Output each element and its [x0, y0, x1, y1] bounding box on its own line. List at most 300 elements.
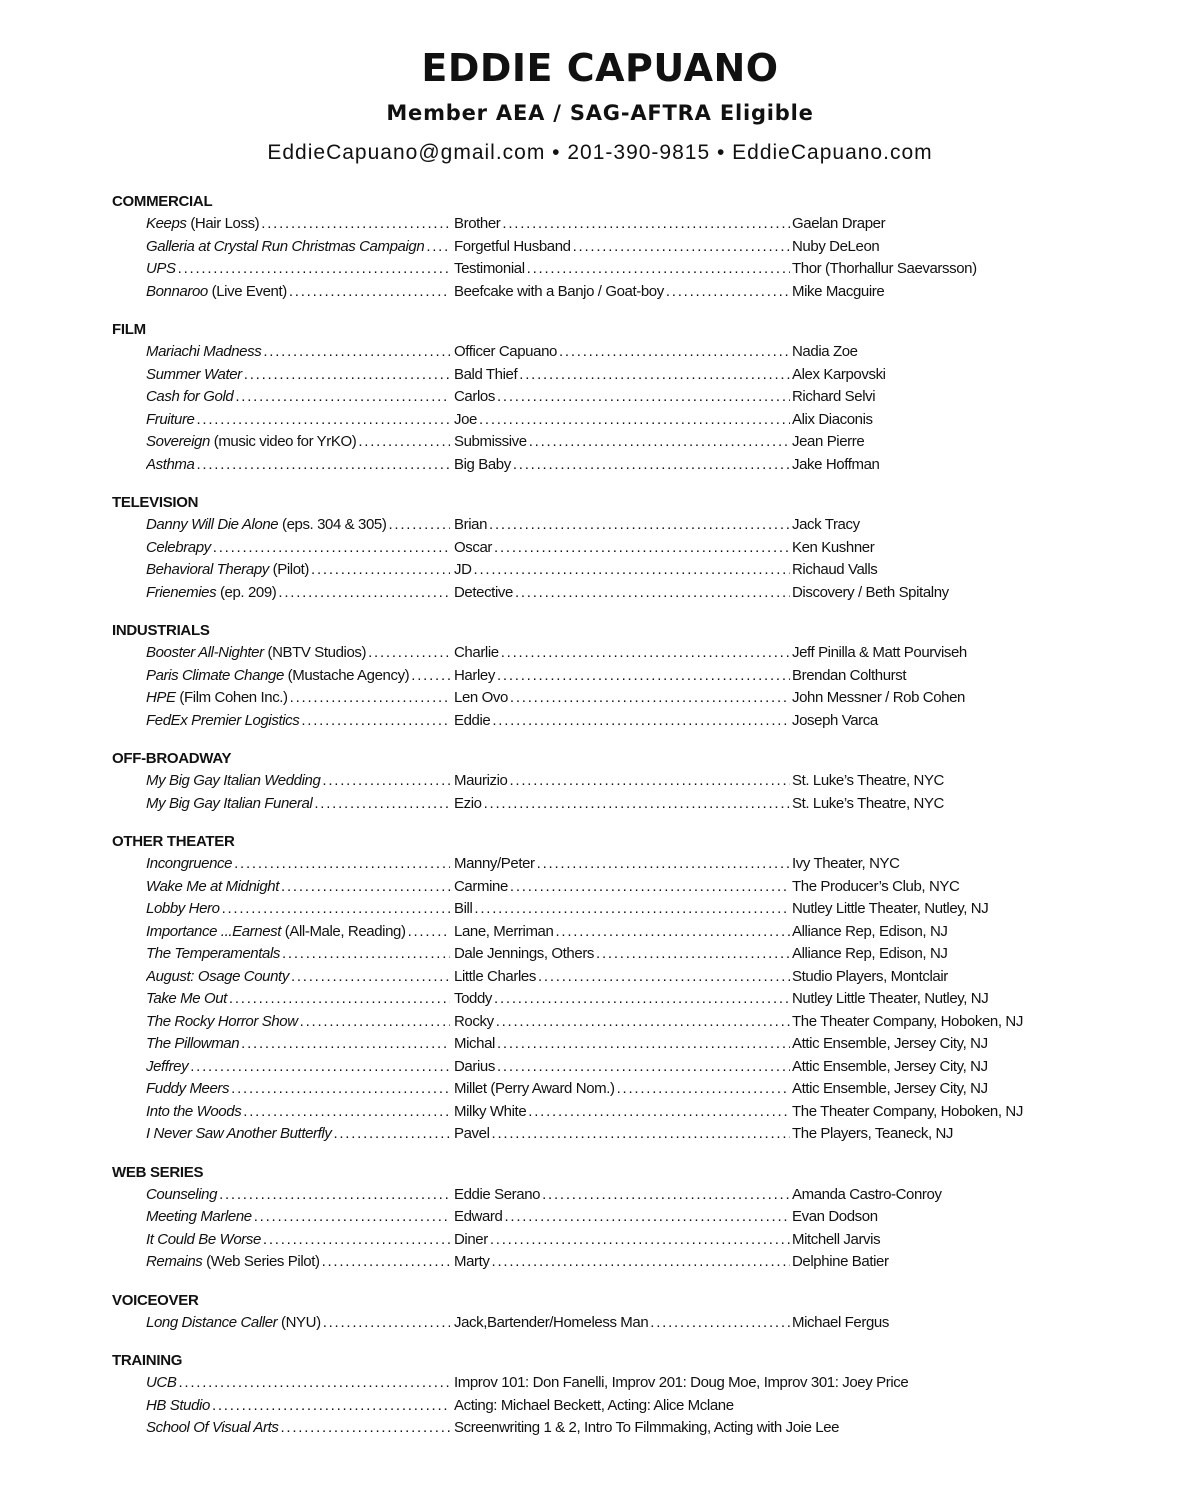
dot-leader [510, 876, 790, 899]
dot-leader [529, 431, 790, 454]
director-or-venue: Attic Ensemble, Jersey City, NJ [792, 1057, 988, 1075]
credit-role-cell [452, 1078, 792, 1101]
credit-title-cell [146, 236, 452, 259]
production-title: The Rocky Horror Show [146, 1012, 298, 1030]
dot-leader [509, 770, 790, 793]
director-or-venue: The Theater Company, Hoboken, NJ [792, 1012, 1023, 1030]
production-title: Mariachi Madness [146, 343, 262, 360]
director-or-venue: Jeff Pinilla & Matt Pourviseh [792, 644, 967, 661]
dot-leader [322, 1251, 450, 1274]
dot-leader [190, 1056, 450, 1079]
director-or-venue: Nutley Little Theater, Nutley, NJ [792, 990, 989, 1007]
resume-header [0, 44, 1200, 168]
credit-title-cell [146, 1078, 452, 1101]
section-web-series [112, 1162, 1072, 1274]
credit-row [112, 431, 1072, 454]
credit-role-cell [452, 665, 792, 688]
production-title: Booster All-Nighter [146, 644, 264, 661]
production-title: My Big Gay Italian Funeral [146, 794, 313, 812]
role-name: Darius [454, 1057, 495, 1075]
dot-leader [492, 710, 790, 733]
credit-role-cell [452, 213, 792, 236]
dot-leader [408, 921, 450, 944]
credit-row [112, 1395, 1072, 1418]
production-title: Long Distance Caller [146, 1313, 278, 1331]
production-title: Into the Woods [146, 1102, 242, 1120]
director-or-venue: Jake Hoffman [792, 455, 880, 473]
role-name: Ezio [454, 794, 482, 812]
dot-leader [510, 687, 790, 710]
dot-leader [555, 921, 790, 944]
credit-row [112, 386, 1072, 409]
credit-role-cell [452, 1056, 792, 1079]
credit-title-cell [146, 1395, 452, 1418]
credit-row [112, 213, 1072, 236]
dot-leader [542, 1184, 790, 1207]
dot-leader [502, 213, 790, 236]
role-name: Little Charles [454, 967, 536, 985]
credit-row [112, 1011, 1072, 1034]
dot-leader [490, 1229, 790, 1252]
director-or-venue: Delphine Batier [792, 1253, 889, 1270]
production-note: (Web Series Pilot) [202, 1253, 320, 1270]
director-or-venue: St. Luke’s Theatre, NYC [792, 794, 944, 812]
dot-leader [496, 1011, 790, 1034]
credit-title-cell [146, 537, 452, 560]
credit-row [112, 665, 1072, 688]
dot-leader [301, 710, 450, 733]
dot-leader [281, 1417, 451, 1440]
role-name: Brian [454, 516, 488, 533]
credit-row [112, 988, 1072, 1011]
credit-role-cell [452, 236, 792, 259]
production-title: August: Osage County [146, 967, 289, 985]
production-note: (Hair Loss) [186, 215, 260, 232]
credit-role-cell [452, 687, 792, 710]
credit-title-cell [146, 582, 452, 605]
dot-leader [289, 281, 450, 304]
dot-leader [234, 853, 450, 876]
director-or-venue: Gaelan Draper [792, 215, 886, 232]
dot-leader [484, 793, 790, 816]
dot-leader [497, 1033, 790, 1056]
director-or-venue: Alex Karpovski [792, 365, 886, 383]
dot-leader [263, 1229, 450, 1252]
production-title: HPE [146, 689, 176, 706]
dot-leader [291, 966, 450, 989]
production-title: Cash for Gold [146, 388, 234, 405]
dot-leader [528, 1101, 790, 1124]
director-or-venue: St. Luke’s Theatre, NYC [792, 772, 944, 789]
credit-title-cell [146, 665, 452, 688]
director-or-venue: The Producer’s Club, NYC [792, 877, 960, 895]
credit-row [112, 966, 1072, 989]
production-title: Frienemies [146, 583, 217, 601]
credit-title-cell [146, 431, 452, 454]
dot-leader [538, 966, 790, 989]
credit-title-cell [146, 687, 452, 710]
credit-row [112, 1312, 1072, 1335]
production-note: (NBTV Studios) [263, 644, 367, 661]
credit-title-cell [146, 1229, 452, 1252]
dot-leader [494, 988, 790, 1011]
contact-line: EddieCapuano@gmail.com • 201-390-9815 • EddieCapuano.com [267, 141, 933, 164]
role-name: Forgetful Husband [454, 237, 571, 255]
credit-role-cell [452, 537, 792, 560]
credit-title-cell [146, 213, 452, 236]
dot-leader [492, 1251, 790, 1274]
director-or-venue: Alliance Rep, Edison, NJ [792, 945, 948, 962]
dot-leader [617, 1078, 790, 1101]
credit-title-cell [146, 1206, 452, 1229]
production-note: (Pilot) [268, 561, 310, 578]
director-or-venue: Ken Kushner [792, 538, 875, 556]
role-name: Oscar [454, 538, 493, 556]
dot-leader [244, 364, 450, 387]
production-title: HB Studio [146, 1396, 210, 1414]
dot-leader [474, 559, 790, 582]
training-details: Improv 101: Don Fanelli, Improv 201: Doug Moe, Improv 301: Joey Price [454, 1374, 909, 1391]
credit-row [112, 1372, 1072, 1395]
production-title: Incongruence [146, 855, 233, 872]
dot-leader [368, 642, 450, 665]
credit-role-cell [452, 1033, 792, 1056]
dot-leader [290, 687, 450, 710]
role-name: Bald Thief [454, 365, 518, 383]
dot-leader [527, 258, 790, 281]
director-or-venue: Michael Fergus [792, 1313, 889, 1331]
dot-leader [263, 341, 450, 364]
role-name: Diner [454, 1230, 488, 1248]
section-title: COMMERCIAL [112, 193, 213, 210]
section-other-theater [112, 831, 1072, 1146]
section-title: WEB SERIES [112, 1163, 204, 1181]
credit-row [112, 1101, 1072, 1124]
production-title: Summer Water [146, 365, 242, 383]
role-name: Detective [454, 583, 513, 601]
director-or-venue: Joseph Varca [792, 711, 878, 729]
dot-leader [314, 793, 450, 816]
credit-title-cell [146, 793, 452, 816]
director-or-venue: Discovery / Beth Spitalny [792, 583, 949, 601]
director-or-venue: Nadia Zoe [792, 343, 858, 360]
credit-row [112, 1078, 1072, 1101]
credit-role-cell [452, 876, 792, 899]
dot-leader [559, 341, 790, 364]
director-or-venue: The Theater Company, Hoboken, NJ [792, 1102, 1023, 1120]
role-name: Michal [454, 1035, 495, 1052]
role-name: Toddy [454, 990, 493, 1007]
credit-role-cell [452, 943, 792, 966]
dot-leader [489, 514, 790, 537]
credit-role-cell [452, 582, 792, 605]
production-note: (eps. 304 & 305) [278, 516, 387, 533]
credit-title-cell [146, 988, 452, 1011]
credit-row [112, 514, 1072, 537]
credit-row [112, 770, 1072, 793]
role-name: Dale Jennings, Others [454, 945, 595, 962]
role-name: Beefcake with a Banjo / Goat-boy [454, 282, 664, 300]
credit-title-cell [146, 1056, 452, 1079]
section-title: TELEVISION [112, 494, 199, 511]
production-note: (Mustache Agency) [283, 666, 410, 684]
dot-leader [358, 431, 450, 454]
production-title: Fruiture [146, 410, 195, 428]
section-title: OTHER THEATER [112, 833, 235, 850]
section-title: OFF-BROADWAY [112, 750, 232, 767]
production-title: It Could Be Worse [146, 1230, 261, 1248]
credit-role-cell [452, 898, 792, 921]
credit-role-cell [452, 1184, 792, 1207]
role-name: Milky White [454, 1102, 527, 1120]
dot-leader [388, 514, 450, 537]
dot-leader [222, 898, 450, 921]
production-title: Asthma [146, 455, 195, 473]
credit-row [112, 710, 1072, 733]
dot-leader [229, 988, 450, 1011]
director-or-venue: Attic Ensemble, Jersey City, NJ [792, 1035, 988, 1052]
director-or-venue: Thor (Thorhallur Saevarsson) [792, 260, 977, 277]
production-title: Wake Me at Midnight [146, 877, 280, 895]
credit-row [112, 898, 1072, 921]
director-or-venue: Alliance Rep, Edison, NJ [792, 922, 948, 940]
dot-leader [492, 1123, 790, 1146]
dot-leader [494, 537, 790, 560]
director-or-venue: Mike Macguire [792, 282, 885, 300]
dot-leader [196, 409, 450, 432]
credit-role-cell [452, 1101, 792, 1124]
dot-leader [219, 1184, 450, 1207]
credit-row [112, 1033, 1072, 1056]
dot-leader [474, 898, 790, 921]
director-or-venue: Brendan Colthurst [792, 666, 907, 684]
training-details: Screenwriting 1 & 2, Intro To Filmmaking, Acting with Joie Lee [454, 1419, 840, 1436]
role-name: Joe [454, 410, 477, 428]
credit-title-cell [146, 454, 452, 477]
credit-title-cell [146, 514, 452, 537]
dot-leader [479, 409, 790, 432]
union-status: Member AEA / SAG-AFTRA Eligible [386, 101, 814, 125]
credit-role-cell [452, 514, 792, 537]
credit-title-cell [146, 1417, 452, 1440]
dot-leader [300, 1011, 450, 1034]
credit-row [112, 853, 1072, 876]
dot-leader [650, 1312, 790, 1335]
dot-leader [666, 281, 790, 304]
section-title: TRAINING [112, 1352, 183, 1369]
dot-leader [231, 1078, 450, 1101]
role-name: Maurizio [454, 772, 508, 789]
role-name: Eddie Serano [454, 1185, 541, 1203]
credit-title-cell [146, 1184, 452, 1207]
production-title: The Temperamentals [146, 945, 280, 962]
director-or-venue: Attic Ensemble, Jersey City, NJ [792, 1080, 988, 1097]
credit-title-cell [146, 386, 452, 409]
director-or-venue: Jack Tracy [792, 516, 860, 533]
role-name: Carlos [454, 388, 495, 405]
director-or-venue: Richard Selvi [792, 388, 876, 405]
director-or-venue: Amanda Castro-Conroy [792, 1185, 942, 1203]
credit-title-cell [146, 409, 452, 432]
production-title: Take Me Out [146, 990, 227, 1007]
dot-leader [311, 559, 450, 582]
credit-title-cell [146, 921, 452, 944]
credit-row [112, 559, 1072, 582]
production-title: Behavioral Therapy [146, 561, 269, 578]
credit-title-cell [146, 770, 452, 793]
credit-row [112, 1229, 1072, 1252]
credit-row [112, 921, 1072, 944]
production-title: Keeps [146, 215, 187, 232]
production-title: Meeting Marlene [146, 1208, 252, 1225]
role-name: Harley [454, 666, 495, 684]
production-note: (NYU) [277, 1313, 321, 1331]
credit-role-cell [452, 1251, 792, 1274]
credit-title-cell [146, 853, 452, 876]
credit-row [112, 409, 1072, 432]
credit-title-cell [146, 1011, 452, 1034]
section-training [112, 1350, 1072, 1440]
credit-role-cell [452, 710, 792, 733]
production-title: Paris Climate Change [146, 666, 284, 684]
director-or-venue: Nuby DeLeon [792, 237, 880, 255]
role-name: Pavel [454, 1125, 490, 1142]
credit-row [112, 364, 1072, 387]
role-name: Lane, Merriman [454, 922, 554, 940]
credit-role-cell [452, 1229, 792, 1252]
resume-body [112, 191, 1072, 1456]
credit-role-cell [452, 770, 792, 793]
role-name: Testimonial [454, 260, 525, 277]
dot-leader [196, 454, 450, 477]
dot-leader [322, 770, 450, 793]
dot-leader [504, 1206, 790, 1229]
credit-row [112, 582, 1072, 605]
role-name: Bill [454, 900, 473, 917]
production-note: (All-Male, Reading) [281, 922, 406, 940]
credit-title-cell [146, 943, 452, 966]
role-name: Big Baby [454, 455, 511, 473]
credit-title-cell [146, 1312, 452, 1335]
dot-leader [212, 1395, 450, 1418]
director-or-venue: Nutley Little Theater, Nutley, NJ [792, 900, 989, 917]
dot-leader [213, 537, 450, 560]
credit-title-cell [146, 966, 452, 989]
dot-leader [178, 258, 450, 281]
production-title: Danny Will Die Alone [146, 516, 279, 533]
credit-title-cell [146, 898, 452, 921]
role-name: Officer Capuano [454, 343, 557, 360]
section-industrials [112, 620, 1072, 732]
credit-row [112, 1184, 1072, 1207]
credit-row [112, 1417, 1072, 1440]
dot-leader [573, 236, 790, 259]
credit-row [112, 236, 1072, 259]
credit-role-cell [452, 642, 792, 665]
production-title: My Big Gay Italian Wedding [146, 772, 321, 789]
production-title: FedEx Premier Logistics [146, 711, 300, 729]
credit-title-cell [146, 364, 452, 387]
credit-row [112, 537, 1072, 560]
credit-role-cell [452, 281, 792, 304]
role-name: Rocky [454, 1012, 494, 1030]
credit-row [112, 341, 1072, 364]
section-television [112, 492, 1072, 604]
credit-role-cell [452, 386, 792, 409]
production-title: Fuddy Meers [146, 1080, 230, 1097]
production-note: (music video for YrKO) [209, 433, 357, 450]
section-off-broadway [112, 748, 1072, 815]
dot-leader [261, 213, 450, 236]
dot-leader [235, 386, 450, 409]
role-name: Len Ovo [454, 689, 508, 706]
credit-role-cell [452, 559, 792, 582]
director-or-venue: Jean Pierre [792, 433, 865, 450]
production-title: The Pillowman [146, 1035, 240, 1052]
dot-leader [281, 876, 450, 899]
dot-leader [282, 943, 450, 966]
credit-role-cell [452, 793, 792, 816]
credit-title-cell [146, 559, 452, 582]
director-or-venue: Evan Dodson [792, 1208, 878, 1225]
credit-role-cell [452, 966, 792, 989]
credit-row [112, 876, 1072, 899]
credit-row [112, 258, 1072, 281]
credit-role-cell [452, 454, 792, 477]
director-or-venue: Studio Players, Montclair [792, 967, 948, 985]
production-title: Importance ...Earnest [146, 922, 282, 940]
role-name: Brother [454, 215, 501, 232]
production-note: (Live Event) [207, 282, 287, 300]
production-title: School Of Visual Arts [146, 1419, 279, 1436]
director-or-venue: Alix Diaconis [792, 410, 873, 428]
credit-title-cell [146, 1251, 452, 1274]
credit-row [112, 1206, 1072, 1229]
dot-leader [241, 1033, 450, 1056]
credit-row [112, 642, 1072, 665]
dot-leader [497, 386, 790, 409]
section-title: FILM [112, 321, 146, 338]
production-title: Remains [146, 1253, 203, 1270]
production-title: Lobby Hero [146, 900, 220, 917]
production-note: (Film Cohen Inc.) [175, 689, 288, 706]
production-title: Sovereign [146, 433, 210, 450]
dot-leader [515, 582, 790, 605]
director-or-venue: Mitchell Jarvis [792, 1230, 881, 1248]
role-name: Marty [454, 1253, 490, 1270]
credit-title-cell [146, 1123, 452, 1146]
role-name: Submissive [454, 433, 527, 450]
credit-role-cell [452, 364, 792, 387]
credit-title-cell [146, 341, 452, 364]
credit-role-cell [452, 1123, 792, 1146]
credit-row [112, 454, 1072, 477]
role-name: Carmine [454, 877, 508, 895]
role-name: Charlie [454, 644, 499, 661]
credit-row [112, 1123, 1072, 1146]
production-title: Counseling [146, 1185, 218, 1203]
section-voiceover [112, 1290, 1072, 1335]
role-name: Edward [454, 1208, 503, 1225]
dot-leader [513, 454, 790, 477]
credit-role-cell [452, 988, 792, 1011]
credit-row [112, 1056, 1072, 1079]
credit-title-cell [146, 1101, 452, 1124]
dot-leader [519, 364, 790, 387]
training-details: Acting: Michael Beckett, Acting: Alice Mclane [454, 1396, 734, 1414]
credit-row [112, 793, 1072, 816]
production-title: Jeffrey [146, 1057, 189, 1075]
